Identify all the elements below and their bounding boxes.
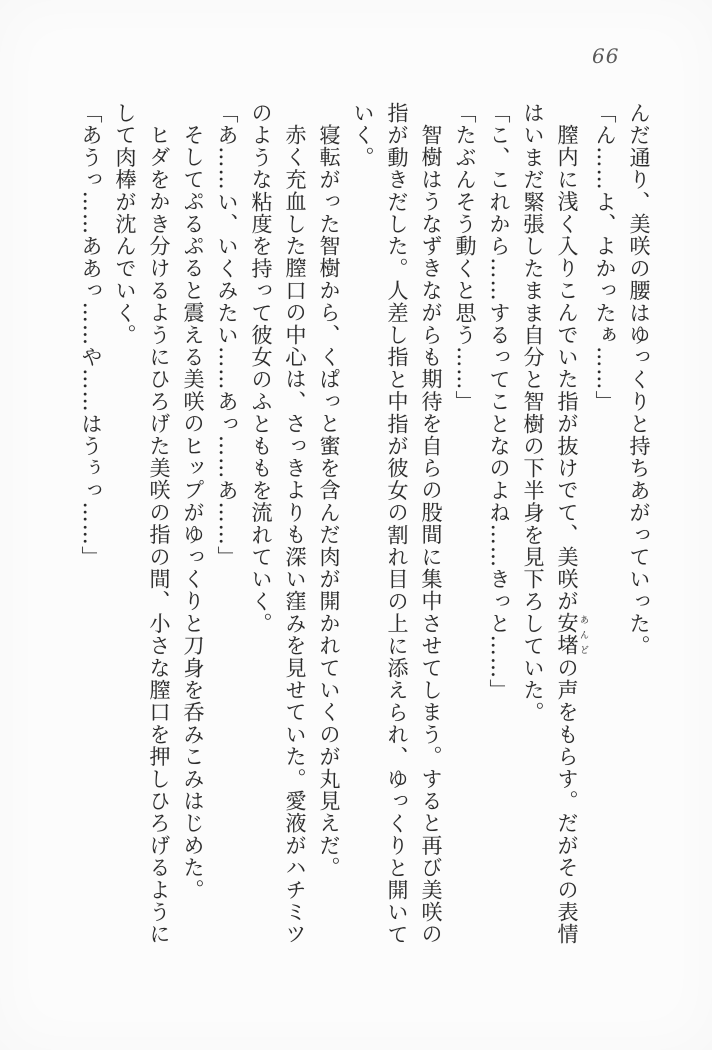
paragraph: 「たぶんそう動くと思う……」	[453, 102, 477, 413]
paragraph: 「あ……い、いくみたい……あっ……あ……」	[215, 102, 239, 569]
ruby-reading: あんど	[578, 612, 588, 657]
paragraph: 「こ、これから……するってことなのよね……きっと……」	[487, 102, 511, 702]
page-number: 66	[592, 44, 620, 68]
paragraph: ヒダをかき分けるようにひろげた美咲の指の間、小さな膣口を押しひろげるようにして肉棒が沈んでいく。	[113, 102, 171, 946]
paragraph: 「あうっ……ああっ……や……はうぅっ……」	[79, 102, 103, 569]
paragraph: 寝転がった智樹から、くぱっと蜜を含んだ肉が開かれていくのが丸見えだ。	[317, 124, 341, 879]
paragraph: そしてぷるぷると震える美咲のヒップがゆっくりと刀身を呑みこみはじめた。	[181, 124, 205, 901]
paragraph: 赤く充血した膣口の中心は、さっきよりも深い窪みを見せていた。愛液がハチミツのような粘度を持って彼女のふとももを流れていく。	[249, 102, 307, 946]
ruby-annotated-word: 安堵 あんど	[555, 612, 588, 657]
paragraph: 智樹はうなずきながらも期待を自らの股間に集中させてしまう。すると再び美咲の指が動きだした。人差し指と中指が彼女の割れ目の上に添えられ、ゆっくりと開いていく。	[351, 102, 443, 946]
paragraph: 膣内に浅く入りこんでいた指が抜けでて、美咲が安堵 あんどの声をもらす。だがその表情はいまだ緊張したまま自分と智樹の下半身を見下ろしていた。	[521, 102, 588, 946]
paragraph: んだ通り、美咲の腰はゆっくりと持ちあがっていった。	[627, 102, 651, 657]
paragraph: 「ん……よ、よかったぁ……」	[593, 102, 617, 413]
text-body	[64, 102, 656, 948]
